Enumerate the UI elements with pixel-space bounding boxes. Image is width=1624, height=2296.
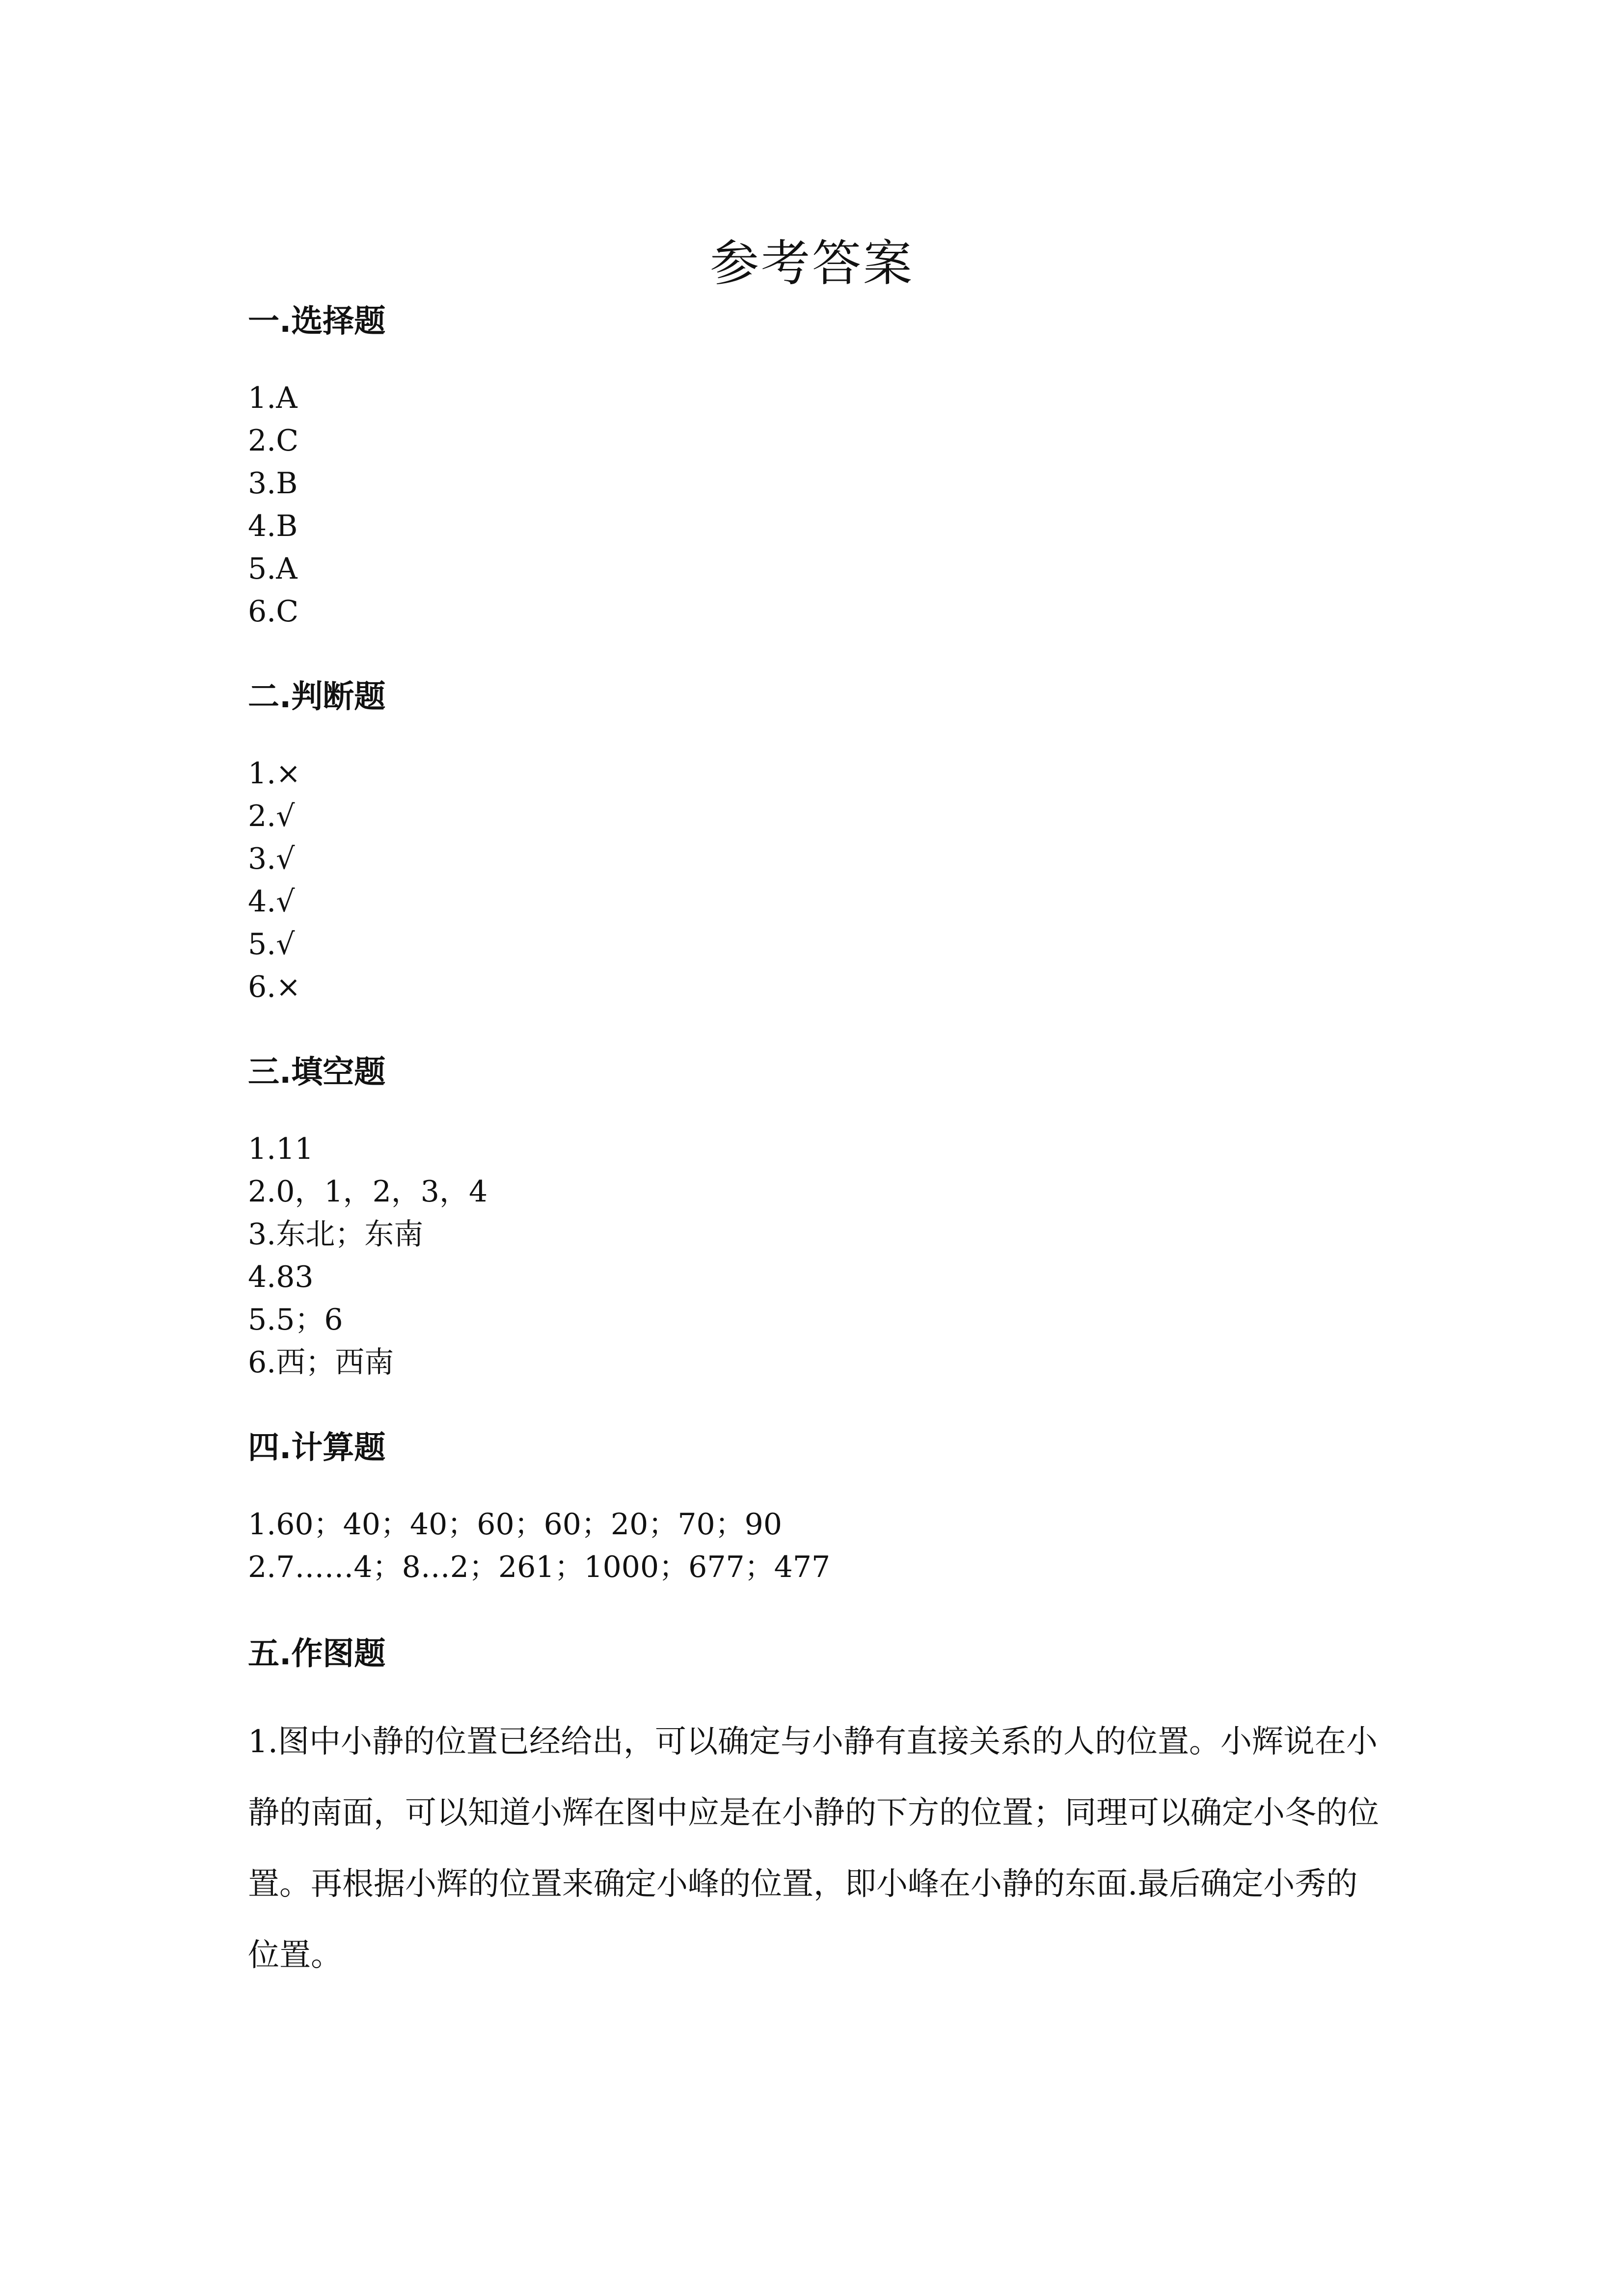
section-heading: 五.作图题 xyxy=(248,1636,386,1672)
answer-list xyxy=(248,1503,1387,1589)
section-true-false xyxy=(248,675,1387,1009)
section-heading: 四.计算题 xyxy=(248,1430,386,1466)
answer-item: 1.60；40；40；60；60；20；70；90 xyxy=(248,1507,783,1542)
answer-item: 4.√ xyxy=(248,884,295,919)
section-heading: 三.填空题 xyxy=(248,1054,386,1091)
answer-list xyxy=(248,752,1387,1009)
answer-item: 5.5；6 xyxy=(248,1303,343,1337)
answer-item: 2.7……4；8…2；261；1000；677；477 xyxy=(248,1550,831,1584)
answer-item: 3.B xyxy=(248,466,298,501)
answer-item: 3.√ xyxy=(248,842,295,876)
answer-item: 4.83 xyxy=(248,1260,314,1294)
answer-item: 1.A xyxy=(248,381,298,415)
section-heading: 二.判断题 xyxy=(248,679,386,715)
section-heading: 一.选择题 xyxy=(248,303,386,340)
answer-list xyxy=(248,1128,1387,1384)
answer-item: 1.11 xyxy=(248,1132,314,1166)
answer-item: 4.B xyxy=(248,509,298,543)
answer-item: 6.西；西南 xyxy=(248,1345,394,1380)
section-drawing xyxy=(248,1632,1387,2023)
page-title: 参考答案 xyxy=(710,235,914,292)
section-calculation xyxy=(248,1426,1387,1589)
answer-item: 6.C xyxy=(248,594,299,629)
answer-list xyxy=(248,377,1387,633)
answer-item: 2.C xyxy=(248,424,299,458)
answer-item: 2.0，1，2，3，4 xyxy=(248,1175,488,1209)
drawing-answer-paragraph: 1.图中小静的位置已经给出，可以确定与小静有直接关系的人的位置。小辉说在小静的南面，可以知道小辉在图中应是在小静的下方的位置；同理可以确定小冬的位置。再根据小辉的位置来确定小峰的位置，即小峰在小静的东面.最后确定小秀的位置。 xyxy=(248,1724,1379,1974)
answer-item: 3.东北；东南 xyxy=(248,1217,424,1252)
section-multiple-choice xyxy=(248,299,1387,633)
answer-item: 2.√ xyxy=(248,799,295,833)
answer-item: 1.× xyxy=(248,756,301,791)
answer-item: 5.A xyxy=(248,552,298,586)
answer-item: 5.√ xyxy=(248,927,295,961)
section-fill-in-blank xyxy=(248,1050,1387,1384)
answer-item: 6.× xyxy=(248,970,301,1004)
